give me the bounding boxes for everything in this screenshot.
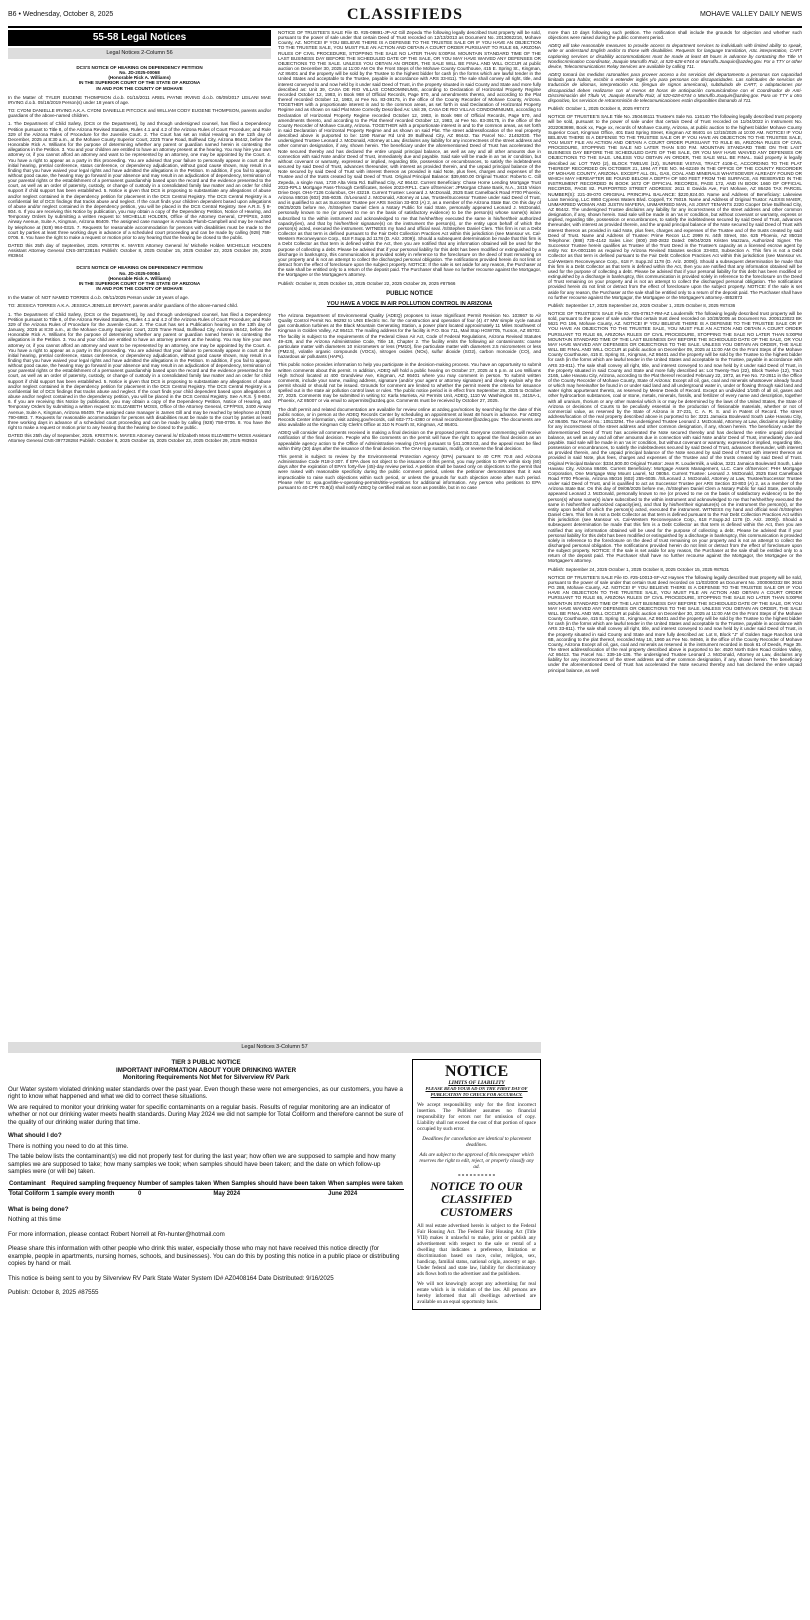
publish-dates: Publish: September 17, 2025 September 24, 2025 October 1, 2025 October 8, 2025 #87436 — [548, 302, 736, 308]
table-cell: May 2024 — [213, 1191, 241, 1197]
notice-signature: DATED this 25th day of September, 2025. KRISTIN K. MAYES Attorney General /s/ Michelle Holden MICHELLE HOLDEN Assistant Attorney General CNS-387238184 Publish: October 8, 2025 October 15, 2025 October 22, 2025 October 29, 2025 #83944 — [8, 243, 271, 259]
box-paragraph: We will not knowingly accept any advertising for real estate which is in violation of the law. All persons are hereby informed that all dwellings advertised are available on an equal opportunity basis. — [417, 1281, 536, 1305]
notice-body: 1. The Department of Child Safety, (DCS or the Department), by and through undersigned counsel, has filed a Dependency Petition pursuant to Title 8, of the Arizona Revised Statutes, Rules 4.1 and 4.2 of the Arizona Rules of Court Procedure; and Rule 329 of the Arizona Rules of Procedure for the Juvenile Court. 2. The Court has set a Publication hearing on the 13th day of January, 2026 at 8:30 a.m., at the Mohave County Superior Court, 2225 Trane Road, Bullhead City, Arizona 86442, before the Honorable Rick A. Williams for the purpose of determining whether any parent or guardian named herein is contesting the allegations in the Petition. 3. You and your child are entitled to have an attorney present at the hearing. You may hire your own attorney or, if you cannot afford an attorney and want to be represented by an attorney, one may be appointed by the Court. 4. You have a right to appear as a party in this proceeding. You are advised that your failure to personally appear in court at the initial hearing, pretrial conference, status conference, or dependency adjudication, without good cause shown, may result in a finding that you have waived your legal rights and have admitted the allegations in the Petition. In addition, if you fail to appear, without good cause, the hearing may go forward in your absence and may result in an adjudication of dependency, termination of your parental rights or the establishment of a permanent guardianship based upon the record and the evidence presented to the court, as well as an order of paternity, custody, or change of custody in a consolidated family law matter and an order for child support if child support has been established. 5. Notice is given that DCS is proposing to substantiate any allegations of abuse and/or neglect contained in the dependency petition for placement in the DCS Central Registry. The DCS Central Registry is a confidential list of DCS findings that tracks abuse and neglect. If the court finds your child dependent based upon allegations of abuse and/or neglect contained in the dependency petition, you will be placed in the DCS Central Registry. See A.R.S. § 8-804. 6. If you are receiving this Notice by publication, you may obtain a copy of the Dependency Petition, Notice of Hearing, and Temporary Orders by submitting a written request to: ELIZABETH MOSS, Office of the Attorney General, CFP/PSS, 2400 Airway Avenue, Suite A, Kingman, Arizona 86409. The assigned case manager is James Gill and may be reached by telephone at (928) 790-6983. 7. Requests for reasonable accommodation for persons with disabilities must be made to the court by parties at least three working days in advance of a scheduled court proceeding and can be made by calling (928) 758-0706. 8. You have the right to make a request or motion prior to any hearing that the hearing be closed to the public. — [8, 311, 271, 430]
section-heading: What is being done? — [8, 1205, 69, 1213]
judge-name: (Honorable Rick A. Williams) — [108, 75, 171, 81]
public-notice-paragraph: The Arizona Department of Environmental Quality (ADEQ) proposes to issue Significant Permit Revision No. 103667 to Air Quality Control Permit No. 96292 to UNS Electric Inc. for the construction and operation of four (4) 47 MW simple cycle natural gas combustion turbines at the Black Mountain Generating Station, a power plant located approximately 11 Miles Southwest of Kingman in Golden Valley, AZ 86413. The mailing address for the facility is P.O. Box 711, Mail Stop HGW705, Tucson, AZ 85702. The facility is subject to the requirements of the Federal Clean Air Act, Code of Federal Regulations, Arizona Revised Statutes 49-426, and the Arizona Administrative Code, Title 18, Chapter 2. The facility emits the following air contaminants: coarse particulate matter with diameters 10 micrometers or less (PM10), fine particulate matter with diameters 2.5 micrometers or less (PM2.5), volatile organic compounds (VOCs), nitrogen oxides (NOx), sulfur dioxide (SO2), carbon monoxide (CO), and hazardous air pollutants (HAPs). — [278, 312, 541, 360]
dcs-notice-2 — [8, 265, 271, 443]
table-header: Contaminant — [8, 1180, 50, 1190]
notice-title: TIER 3 PUBLIC NOTICE — [171, 1059, 241, 1066]
section-title: CLASSIFIEDS — [347, 6, 463, 23]
tier3-notice-section — [8, 1042, 541, 1612]
notice-subtitle: IMPORTANT INFORMATION ABOUT YOUR DRINKING WATER — [116, 1066, 297, 1074]
table-header: Required sampling frequency — [50, 1180, 137, 1190]
publish-dates: Publish: September 24, 2025 October 1, 2025 October 8, 2025 October 15, 2025 #87531 — [548, 566, 730, 572]
public-notice-paragraph: ADEQ will consider all comments received in making a final decision on the proposed permit. Everyone commenting will receive notification of the final decision. People who file comments on the permit will have the right to appeal the final decision as an appealable agency action to the Office of Administrative Hearing (OAH) pursuant to §41.1092.03, and the appeal must be filed within thirty (30) days after the issuance of the final decision. The OAH may sustain, modify, or reverse the final decision. — [278, 430, 541, 451]
section-subbanner: Legal Notices 3-Column 57 — [8, 1042, 541, 1053]
arrow-divider: » » » » » « « « « « — [458, 1172, 496, 1178]
liability-notice-box — [412, 1059, 541, 1310]
page-folio: B6 • Wednesday, October 8, 2025 — [8, 11, 114, 18]
notice-parties: In the Matter of: NOT NAMED TORRES d.o.b. 09/11/2025 Person under 18 years of age. — [8, 295, 189, 301]
box-subtitle: LIMITS OF LIABILITY — [448, 1080, 505, 1086]
public-notice-paragraph: This public notice provides information to help you participate in the decision-making process. You have an opportunity to submit written comments about this permit. In addition, ADEQ will hold a public hearing on October 27, 2025 at 5 p.m. at Leo Williams High School located at 400 Grandview Ave, Kingman, AZ 86401 where you may comment in person. To submit written comments, include your name, mailing address, signature (and/or your agent or attorney signature) and clearly explain why the permit should or should not be issued. Grounds for comment are limited to whether the permit meets the criteria for issuance spelled out in the state air pollution control laws or rules. The public notice period is in effect from September 26, 2025 to October 27, 2025. Comments may be submitted in writing to: Karla Murrieta, Air Permits Unit, ADEQ, 1110 W. Washington St., 3415A-1, Phoenix, AZ 85007 or via email to airpermits@azdeq.gov. Comments must be received by October 27, 2025. — [278, 362, 541, 404]
trustee-sale-notice: NOTICE OF TRUSTEE'S SALE Title No. 250446111 Trustee's Sale No. 116140 The following legally described trust property will be sold, pursuant to the power of sale under that certain Deed of Trust recorded on 11/04/2022 in Instrument No. 2022063698, Book xx, Page xx, records of Mohave County, Arizona, at public auction to the highest bidder Mohave County Superior Court, Kingman Office, 401 East Spring Street, Kingman AZ 86401 on 12/15/2025 at 10:00 AM. NOTICE! IF YOU BELIEVE THERE IS A DEFENSE TO THE TRUSTEE SALE OR IF YOU HAVE AN OBJECTION TO THE TRUSTEE SALE, YOU MUST FILE AN ACTION AND OBTAIN A COURT ORDER PURSUANT TO RULE 65, ARIZONA RULES OF CIVIL PROCEDURE, STOPPING THE SALE NO LATER THAN 5:00 P.M. MOUNTAIN STANDARD TIME ON THE LAST BUSINESS DAY BEFORE THE SCHEDULED DATE OF THE SALE, OR YOU MAY HAVE WAIVED ANY DEFENSES OR OBJECTIONS TO THE SALE. UNLESS YOU OBTAIN AN ORDER, THE SALE WILL BE FINAL. Said property is legally described as: LOT TWO (2), BLOCK TWELVE (12), SUNRISE VISTAS, TRACT 4108-C, ACCORDING TO THE PLAT THEREOF RECORDED ON OCTOBER 21, 1994 AT FEE NO. 94-62249 IN THE OFFICE OF THE COUNTY RECORDER OF MOHAVE COUNTY, ARIZONA. EXCEPT ALL OIL, GAS, COAL AND MINERALS WHATSOEVER ALREADY FOUND OR WHICH MAY HEREAFTER BE FOUND BELOW A DEPTH OF 500 FEET FROM THE SURFACE, AS RESERVED IN THE INSTRUMENT RECORDED IN BOOK 1672 OF OFFICIAL RECORDS, PAGE 172, AND IN BOOK 1660 OF OFFICIAL RECORDS, PAGE 82. PURPORTED STREET ADDRESS: 2611 E Davida Ave, Fort Mohave, AZ 86426 TAX PARCEL NUMBER(S): 221-39-070 ORIGINAL PRINCIPAL BALANCE: $220,924.00. Name and Address of Beneficiary: Lakeview Loan Servicing, LLC 8950 Cypress Waters Blvd. Coppell, TX 75019. Name and Address of Original Trustor: ALEXIS MAIER, UNMARRIED WOMAN AND JUSTIN MAFERA, UNMARRIED MAN, AS JOINT TENANTS 2220 Cooper Drive Bullhead City, AZ 86442. The undersigned Trustee disclaims any liability for any incorrectness of the street address and other common designation, if any, shown herein. Said sale will be made in an 'as is' condition, but without covenant or warranty, express or implied, regarding title, possession or encumbrances, to satisfy the indebtedness secured by said Deed of Trust, advances thereunder, with interest as provided therein, and the unpaid principal balance of the Note secured by said Deed of Trust with interest thereon as provided in said Note, plus fees, charges and expenses of the Trustee and of the trusts created by said Deed of Trust. Name and Address of Trustee: Prime Recon LLC 2999 N. 44th Street, Ste. 625 Phoenix, AZ 85018 Telephone: (888) 725-4142 Sales Line: (800) 280-2832 Dated: 09/04/2025 Kristen Mazzara, Authorized Signer. The Successor Trustee herein qualifies as Trustee of the Trust Deed in the Trustee's capacity as a licensed escrow agent by entity No: EA-0001166 as required by Arizona Revised Statutes section 33-803, Subsection A. This firm is not a Debt Collector as that term is defined pursuant to the Fair Debt Collection Practices Act within this jurisdiction (see Mansour vs. Cal-Western Reconveyance Corp., 618 F. Supp.2d 1178 (D. Ariz. 2009)). Should a subsequent determination be made that this firm is a Debt Collector as that term is defined within the Act, then you are notified that any information obtained will be used for the purpose of collecting a debt. Please be advised that if your personal liability for this debt has been modified or extinguished by a discharge in bankruptcy, this communication is provided solely in reference to the foreclosure on the Deed of Trust remaining on your property and is not an attempt to collect the discharged personal obligation. The notifications provided herein do not limit or detract from the effect of foreclosure upon the subject property. NOTICE: If the sale is set aside for any reason, the Purchaser at the sale shall be entitled only to a return of the deposit paid. The Purchaser shall have no further recourse against the Mortgagor, the Mortgagee or the Mortgagee's attorney.-4852873 — [548, 114, 802, 300]
box-paragraph: We accept responsibility only for the first incorrect insertion. The Publisher assumes no financial responsibility for errors nor for omission of copy. Liability shall not exceed the cost of that portion of space occupied by such error. — [417, 1102, 536, 1132]
table-cell: 0 — [138, 1191, 142, 1197]
notice-paragraph: Our Water system violated drinking water standards over the past year. Even though these were not emergencies, as our customers, you have a right to know what happened and what we did to correct these situations. — [8, 1085, 403, 1100]
newspaper-name: MOHAVE VALLEY DAILY NEWS — [699, 11, 802, 18]
table-cell: Total Coliform — [9, 1191, 50, 1197]
county-name: IN AND FOR THE COUNTY OF MOHAVE — [96, 286, 183, 292]
legal-notices-column-3 — [548, 30, 802, 1618]
public-notice-paragraph: This permit is subject to review by the Environmental Protection Agency (EPA) pursuant to 40 CFR 70.8 and Arizona Administrative Code R18-2-307. If EPA does not object to the issuance of this permit, you may petition to EPA within sixty (60) days after the expiration of EPA's forty-five (45)-day review period. A petition shall be based only on objections to the permit that were raised with reasonable specificity during the public comment period, unless the petitioner demonstrates that it was impracticable to raise such objections within such period, or unless the grounds for such objection arose after such period. Please refer to: epa.gov/title-v-operating-permits/title-v-petitions for additional information. Any person who petitions to EPA pursuant to 40 CFR 70.8(d) shall notify ADEQ by certified mail as soon as possible, but in no case — [278, 453, 541, 490]
county-name: IN AND FOR THE COUNTY OF MOHAVE — [96, 85, 183, 91]
dcs-notice-1 — [8, 65, 271, 258]
notice-parties: In the Matter of: TYLER EUGENE THOMPSON d.o.b. 01/15/2011 ARIEL PAYNE IRVING d.o.b. 05/09/2017 LEILANI MAE IRVING d.o.b. 05/16/2019 Person(s) under 18 years of age. — [8, 94, 271, 105]
case-number: No. JD-2025-00084 — [119, 270, 160, 276]
contact-info: For more information, please contact Robert Norrell at Rn-hunter@hotmail.com — [8, 1230, 225, 1238]
box-subtitle: PLEASE READ YOUR AD ON THE FIRST DAY OF PUBLICATION TO CHECK FOR ACCURACY. — [425, 1086, 528, 1097]
section-subbanner: Legal Notices 2-Column 56 — [8, 48, 271, 59]
notice-signature: DATED this 25th day of September, 2025. KRISTIN K. MAYES Attorney General /s/ Elizabeth Moss ELIZABETH MOSS Assistant Attorney General CNS-397728284 Publish: October 8, 2025 October 15, 2025 October 22, 2025 October 29, 2025 #83934 — [8, 433, 271, 444]
notice-paragraph: Nothing at this time — [8, 1216, 61, 1223]
notice-body: 1. The Department of Child Safety, (DCS or the Department), by and through undersigned counsel, has filed a Dependency Petition pursuant to Title 8, of the Arizona Revised Statutes, Rules 4.1 and 4.2 of the Arizona Rules of Court Procedure; and Rule 329 of the Arizona Rules of Procedure for the Juvenile Court. 2. The Court has set an Initial Hearing on the 11th day of December, 2025 at 8:30 a.m., at the Mohave County Superior Court, 2225 Trane Road, Bullhead City, Arizona 86442, before the Honorable Rick A. Williams for the purpose of determining whether any parent or guardian named herein is contesting the allegations in the Petition. 3. You and your children are entitled to have an attorney present at the hearing. You may hire your own attorney or, if you cannot afford an attorney and want to be represented by an attorney, one may be appointed by the Court. 4. You have a right to appear as a party in this proceeding. You are advised that your failure to personally appear in court at the initial hearing, pretrial conference, status conference, or dependency adjudication, without good cause shown, may result in a finding that you have waived your legal rights and have admitted the allegations in the Petition. In addition, if you fail to appear, without good cause, the hearing may go forward in your absence and may result in an adjudication of dependency, termination of your parental rights or the establishment of a permanent guardianship based upon the record and the evidence presented to the court, as well as an order of paternity, custody, or change of custody in a consolidated family law matter and an order for child support if child support has been established. 5. Notice is given that DCS is proposing to substantiate any allegations of abuse and/or neglect contained in the dependency petition for placement in the DCS Central Registry. The DCS Central Registry is a confidential list of DCS findings that tracks abuse and neglect. If the court finds your children dependent based upon allegations of abuse and/or neglect contained in the dependency petition, you will be placed in the DCS Central Registry. See A.R.S. § 8-804. 6. If you are receiving this Notice by publication, you may obtain a copy of the Dependency Petition, Notice of Hearing, and Temporary Orders by submitting a written request to: MICHELLE HOLDEN, Office of the Attorney General, CFP/PSS, 2400 Airway Avenue, Suite A, Kingman, Arizona 86409. The assigned case manager is Amanda Plumb-Campbell and may be reached by telephone at (928) 964-0315. 7. Requests for reasonable accommodation for persons with disabilities must be made to the court by parties at least three working days in advance of a scheduled court proceeding and can be made by calling (928) 758-0706. 8. You have the right to make a request or motion prior to any hearing that the hearing be closed to the public. — [8, 121, 271, 240]
table-row — [8, 1190, 404, 1200]
publish-dates: Publish: October 1, 2025 October 8, 2025 #87472 — [548, 106, 650, 112]
table-cell: June 2024 — [328, 1191, 358, 1197]
tier3-notice — [8, 1059, 412, 1310]
box-title: NOTICE TO OUR CLASSIFIED CUSTOMERS — [430, 1179, 523, 1219]
notice-title: DCS'S NOTICE OF HEARING ON DEPENDENCY PETITION — [76, 265, 203, 271]
table-header: When Samples should have been taken — [212, 1180, 327, 1190]
table-header: When samples were taken — [327, 1180, 404, 1190]
legal-notices-column-2 — [278, 30, 541, 1040]
notice-paragraph: There is nothing you need to do at this time. — [8, 1142, 129, 1150]
trustee-sale-notice: NOTICE OF TRUSTEE'S SALE File ID. #25-09891-JP-AZ Gill Zepeda The following legally described trust property will be sold, pursuant to the power of sale under that certain Deed of Trust recorded on 12/13/2013 as Document No. 2013062216, Mohave County, AZ. NOTICE! IF YOU BELIEVE THERE IS A DEFENSE TO THE TRUSTEE SALE OR IF YOU HAVE AN OBJECTION TO THE TRUSTEE SALE, YOU MUST FILE AN ACTION AND OBTAIN A COURT ORDER PURSUANT TO RULE 65, ARIZONA RULES OF CIVIL PROCEDURE, STOPPING THE SALE NO LATER THAN 5:00P.M. MOUNTAIN STANDARD TIME OF THE LAST BUSINESS DAY BEFORE THE SCHEDULED DATE OF THE SALE, OR YOU MAY HAVE WAIVED ANY DEFENSES OR OBJECTIONS TO THE SALE. UNLESS YOU OBTAIN AN ORDER, THE SALE WILL BE FINAL AND WILL OCCUR at public auction on December 30, 2025 at 11:00 AM On the Front Steps of the Mohave County Courthouse, 415 E. Spring St., Kingman, AZ 86401 and the property will be sold by the Trustee to the highest bidder for cash (in the forms which are lawful tender in the United States and acceptable to the Trustee, payable in accordance with ARS 33-811). The sale shall convey all right, title, and interest conveyed to and now held by it under said Deed of Trust, in the property situated in said County and State and more fully described as: Unit 39, CASA DE RIO VILLAS CONDOMINIUMS, according to Declaration of Horizontal Property Regime recorded October 12, 1983, in Book 968 of Official Records, Page 570, and amendments thereto, and according to the Plat thereof recorded October 12, 1983, at Fee No. 83-39175, in the office of the County Recorder of Mohave County, Arizona. TOGETHER with a proportionate interest in and to the common areas, as set forth in said Declaration of Horizontal Property Regime and as shown on said Plat More Correctly Described As: Unit 39, CASA DE RIO VILLAS CONDOMINIUMS, according to Declaration of Horizontal Property Regime recorded October 12, 1983, in Book 968 of Official Records, Page 570, and amendments thereto, and according to the Plat thereof recorded October 12, 1983, at Fee No. 83-39175, in the office of the County Recorder of Mohave County, Arizona. TOGETHER with a proportionate interest in and to the common areas, as set forth in said Declaration of Horizontal Property Regime and as shown on said Plat. The street address/location of the real property described above is purported to be: 1190 Ramar Rd Unit 39 Bullhead City, AZ 86442. Tax Parcel No.: 21452030. The undersigned Trustee Leonard J. McDonald, Attorney at Law, disclaims any liability for any incorrectness of the street address and other common designation, if any, shown herein. The beneficiary under the aforementioned Deed of Trust has accelerated the Note secured thereby and has declared the entire unpaid principal balance, as well as any and all other amounts due in connection with said Note and/or Deed of Trust, immediately due and payable. Said sale will be made in an 'as is' condition, but without covenant or warranty, expressed or implied, regarding title, possession or encumbrances, to satisfy the indebtedness secured by said Deed of Trust, advances thereunder, with interest as provided therein, and the unpaid principal balance of the Note secured by said Deed of Trust with interest thereon as provided in said Note, plus fees, charges and expenses of the Trustee and of the trusts created by said Deed of Trust. Original Principal Balance: $39,660.00 Original Trustor: Roberto C. Gill Zepeda, a single man, 1730 Alta Vista Rd. Bullhead City, AZ 86442. Current Beneficiary: Chase Home Lending Mortgage Trust 2023-RPL1 Mortgage Pass-Through Certificates, Series 2023-RPL1. Care of/Servicer: JPMorgan Chase Bank, N.A., 3415 Vision Drive Dept. OH4-7126 Columbus, OH 43219. Current Trustee: Leonard J. McDonald, 2525 East Camelback Road #700 Phoenix, Arizona 85016 (602) 255-6035. /S/Leonard J. McDonald, Attorney at Law, Trustee/Successor Trustee under said Deed of Trust, and is qualified to act as Successor Trustee per ARS Section 33-803 (A) 2, as a member of the Arizona State Bar. On this day of 09/25/2025 before me, /S/Stephen Daniel Clem a Notary Public for said State, personally appeared Leonard J. McDonald, personally known to me (or proved to me on the basis of satisfactory evidence) to be the person(s) whose name(s) is/are subscribed to the within instrument and acknowledged to me that he/she/they executed the same in his/her/their authorized capacity(ies), and that by his/her/their signature(s) on the instrument the person(s), or the entity upon behalf of which the person(s) acted, executed the instrument. WITNESS my hand and official seal. /S/Stephen Daniel Clem. This firm is not a Debt Collector as that term is defined pursuant to the Fair Debt Collection Practices Act within this jurisdiction (see Mansour vs. Cal-Western Reconveyance Corp., 618 F.Supp.2d 1178 (D. Ariz. 2009)). Should a subsequent determination be made that this firm is a Debt Collector as that term is defined within the Act, then you are notified that any information obtained will be used for the purpose of collecting a debt. Please be advised that if your personal liability for this debt has been modified or extinguished by a discharge in bankruptcy, this communication is provided solely in reference to the foreclosure on the deed of trust remaining on your property and is not an attempt to collect the discharged personal obligation. The notifications provided herein do not limit or detract from the effect of foreclosure upon the subject property. NOTICE: If the sale is set aside for any reason, the Purchaser at the sale shall be entitled only to a return of the deposit paid. The Purchaser shall have no further recourse against the Mortgagor, the Mortgagee or the Mortgagee's attorney. — [278, 30, 541, 278]
contaminant-table — [8, 1180, 404, 1200]
table-cell: 1 sample every month — [51, 1191, 115, 1197]
notice-to: TO: JESSICA TORRES A.K.A. JESSICA JENELLE BRYANT, parents and/or guardians of the above-named child. — [8, 303, 239, 309]
notice-to: TO: CYDNI DANIELLE IRVING A.K.A. CYDNI DANIELLE PITCOCK and WILLIAM CODY EUGENE THOMPSON, parents and/or guardians of the above-named children. — [8, 108, 271, 119]
legal-notices-column-1 — [8, 30, 271, 1040]
section-heading: What should I do? — [8, 1132, 62, 1139]
table-header: Number of samples taken — [137, 1180, 212, 1190]
judge-name: (Honorable Rick A. Williams) — [108, 275, 171, 281]
publish-dates: Publish: October 8, 2025 October 15, 2025 October 22, 2025 October 29, 2025 #87566 — [278, 280, 456, 286]
box-title: NOTICE — [445, 1063, 509, 1080]
sender-info: This notice is being sent to you by Silverview RV Park State Water System ID# AZ0408164 Date Distributed: 9/16/2025 — [8, 1274, 334, 1282]
table-header-row — [8, 1180, 404, 1190]
notice-paragraph: Please share this information with other people who drink this water, especially those who may not have received this notice directly (for example, people in apartments, nursing homes, schools, and businesses). You can do this by posting this notice in a public place or distributing copies by hand or mail. — [8, 1245, 400, 1267]
notice-paragraph: The table below lists the contaminant(s) we did not properly test for during the last year; how often we are supposed to sample and how many samples we are supposed to take; how many samples we took; when samples should have been taken; and the date on which follow-up samples were (or will be) taken. — [8, 1153, 396, 1175]
public-notice-paragraph: more than 10 days following such petition. The notification shall include the grounds for objection and whether such objections were raised during the public comment period. — [548, 30, 802, 41]
trustee-sale-notice: NOTICE OF TRUSTEE'S SALE File ID. #25-07917-RM-AZ Loudermilk The following legally described trust property will be sold, pursuant to the power of sale under that certain trust deed recorded on 10/28/2005 as Document No. 2005123023 BK 5621 PG 196, Mohave County, AZ. NOTICE! IF YOU BELIEVE THERE IS A DEFENSE TO THE TRUSTEE SALE OR IF YOU HAVE AN OBJECTION TO THE TRUSTEE SALE, YOU MUST FILE AN ACTION AND OBTAIN A COURT ORDER PURSUANT TO RULE 65, ARIZONA RULES OF CIVIL PROCEDURE, STOPPING THE SALE NO LATER THAN 5:00PM MOUNTAIN STANDARD TIME OF THE LAST BUSINESS DAY BEFORE THE SCHEDULED DATE OF THE SALE, OR YOU MAY HAVE WAIVED ANY DEFENSES OR OBJECTIONS TO THE SALE. UNLESS YOU OBTAIN AN ORDER, THE SALE WILL BE FINAL AND WILL OCCUR at public auction on December 09, 2025 at 11:00 AM On the Front Steps of the Mohave County Courthouse, 415 E. Spring St., Kingman, AZ 86401 and the property will be sold by the Trustee to the highest bidder for cash (in the forms which are lawful tender in the United States and acceptable to the Trustee, payable in accordance with ARS 33-811). The sale shall convey all right, title, and interest conveyed to and now held by it under said Deed of Trust, in the property situated in said County and State and more fully described as: Lot Twenty-Two (22), Block Twelve (12), Tract 2165, Lake Havasu City, Arizona, according to the Plat thereof recorded February 22, 1972, as Fee No. 72-2811 in the Office of the County Recorder of Mohave County, State of Arizona: Except all oil, gas, coal and minerals whatsoever already found or which may hereinafter be found in or under said land and all underground water in, under or flowing through said land and water rights appurtenant thereto, as reserved by Mesne Deeds of Record. Except an undivided 1/16th of all oil, gases and other hydrocarbon substances, coal or stone, metals, minerals, fossils, and fertilizer of every name and description, together with all uranium, thorium or any other material which is or may be determined by the laws of the United States, the State of Arizona or decisions of Courts to be peculiarly essential in the production of fissionable materials, whether or not of commercial value, as reserved by the State of Arizona in 37-231, C. A. R. S. and in Patent of Record. The street address/location of the real property described above is purported to be: 3221 Jamaica Boulevard South Lake Havasu City, AZ 86406. Tax Parcel No.: 10513294. The undersigned Trustee Leonard J. McDonald, Attorney at Law, disclaims any liability for any incorrectness of the street address and other common designation, if any, shown herein. The beneficiary under the aforementioned Deed of Trust has accelerated the Note secured thereby and has declared the entire unpaid principal balance, as well as any and all other amounts due in connection with said Note and/or Deed of Trust, immediately due and payable. Said sale will be made in an 'as is' condition, but without covenant or warranty, expressed or implied, regarding title, possession or encumbrances, to satisfy the indebtedness secured by said Deed of Trust, advances thereunder, with interest as provided therein, and the unpaid principal balance of the Note secured by said Deed of Trust with interest thereon as provided in said Note, plus fees, charges and expenses of the Trustee and of the trusts created by said Deed of Trust. Original Principal Balance: $334,500.00 Original Trustor: Jean R. Loudermilk, a widow, 3221 Jamaica Boulevard South, Lake Havasu City, Arizona 86406. Current Beneficiary: Mortgage Assets Management, LLC. Care of/Servicer: PHH Mortgage Corporation, One Mortgage Way Mount Laurel, NJ 08054. Current Trustee: Leonard J. McDonald, 2525 East Camelback Road #700 Phoenix, Arizona 85016 (602) 255-6035. /S/Leonard J. McDonald, Attorney at Law, Trustee/Successor Trustee under said Deed of Trust, and is qualified to act as Successor Trustee per ARS Section 33-803 (A) 2, as a member of the Arizona State Bar. On this day of 09/08/2025 before me, /S/Stephen Daniel Clem a Notary Public for said State, personally appeared Leonard J. McDonald, personally known to me (or proved to me on the basis of satisfactory evidence) to be the person(s) whose name(s) is/are subscribed to the within instrument and acknowledged to me that he/she/they executed the same in his/her/their authorized capacity(ies), and that by his/her/their signature(s) on the instrument the person(s), or the entity upon behalf of which the person(s) acted, executed the instrument. WITNESS my hand and official seal /S/Stephen Daniel Clem. This firm is not a Debt Collector as that term is defined pursuant to the Fair Debt Collection Practices Act within this jurisdiction (see Mansour vs. Cal-Western Reconveyance Corp., 618 F.Supp.2d 1178 (D. Ariz. 2009)). Should a subsequent determination be made that this firm is a Debt Collector as that term is defined within the Act, then you are notified that any information obtained will be used for the purpose of collecting a debt. Please be advised that if your personal liability for this debt has been modified or extinguished by a discharge in bankruptcy, this communication is provided solely in reference to the foreclosure on the deed of trust remaining on your property and is not an attempt to collect the discharged personal obligation. The notifications provided herein do not limit or detract from the effect of foreclosure upon the subject property. NOTICE: If the sale is set aside for any reason, the Purchaser at the sale shall be entitled only to a return of the deposit paid. The Purchaser shall have no further recourse against the Mortgagor, the Mortgagee or the Mortgagee's attorney. — [548, 310, 802, 564]
court-name: IN THE SUPERIOR COURT OF THE STATE OF ARIZONA — [78, 80, 201, 86]
court-name: IN THE SUPERIOR COURT OF THE STATE OF ARIZONA — [78, 280, 201, 286]
page-header — [8, 6, 802, 28]
box-paragraph: Ads are subject to the approval of this newspaper which reserves the right to edit, reject, or properly classify any ad. — [419, 1152, 534, 1170]
case-number: No. JD-2025-00068 — [119, 70, 160, 76]
notice-title: DCS'S NOTICE OF HEARING ON DEPENDENCY PETITION — [76, 65, 203, 70]
public-notice-paragraph: The draft permit and related documentation are available for review online at azdeq.gov/notices by searching for the date of this public notice, or in person at the ADEQ Records Center by scheduling an appointment at least 48 hours in advance. For ADEQ Records Center information, visit azdeq.gov/records, call 602-771-4380 or email recordscenter@azdeq.gov. The documents are also available at the Kingman City Clerk's Office at 310 N Fourth St, Kingman, AZ 86401. — [278, 406, 541, 428]
public-notice-heading: PUBLIC NOTICE — [386, 290, 433, 297]
trustee-sale-notice: NOTICE OF TRUSTEE'S SALE File ID. #25-10013-SF-AZ Haynes The following legally described trust property will be sold, pursuant to the power of sale under that certain trust deed recorded on 11/03/2000 as Document No. 2000060332 BK 3616 PG 288, Mohave County, AZ. NOTICE! IF YOU BELIEVE THERE IS A DEFENSE TO THE TRUSTEE SALE OR IF YOU HAVE AN OBJECTION TO THE TRUSTEE SALE, YOU MUST FILE AN ACTION AND OBTAIN A COURT ORDER PURSUANT TO RULE 65, ARIZONA RULES OF CIVIL PROCEDURE, STOPPING THE SALE NO LATER THAN 5:00PM MOUNTAIN STANDARD TIME OF THE LAST BUSINESS DAY BEFORE THE SCHEDULED DATE OF THE SALE, OR YOU MAY HAVE WAIVED ANY DEFENSES OR OBJECTIONS TO THE SALE. UNLESS YOU OBTAIN AN ORDER, THE SALE WILL BE FINAL AND WILL OCCUR at public auction on December 30, 2025 at 11:00 AM On the Front Steps of the Mohave County Courthouse, 415 E. Spring St., Kingman, AZ 86401 and the property will be sold by the Trustee to the highest bidder for cash (in the forms which are lawful tender in the United States and acceptable to the Trustee, payable in accordance with ARS 33-811). The sale shall convey all right, title, and interest conveyed to and now held by it under said Deed of Trust, in the property situated in said County and State and more fully described as: Lot 8, Block "J" of Golden Sage Ranchos Unit 6B, according to the plat thereof, recorded May 18, 1960 as Fee No. 94946, in the office of the County Recorder of Mohave County, Arizona Except all oil, gas, coal and minerals as reserved in the instrument recorded in Book 61 of Deeds, Page 35. The street address/location of the real property described above is purported to be: 4520 North Eden Road Golden Valley, AZ 86413. Tax Parcel No.: 339-16-136. The undersigned Trustee Leonard J. McDonald, Attorney at Law, disclaims any liability for any incorrectness of the street address and other common designation, if any, shown herein. The beneficiary under the aforementioned Deed of Trust has accelerated the Note secured thereby and has declared the entire unpaid principal balance, as well — [548, 574, 802, 673]
notice-subtitle: Monitoring Requirements Not Met for Silverview RV Park — [122, 1074, 290, 1081]
section-banner: 55-58 Legal Notices — [8, 30, 271, 46]
box-paragraph: All real estate advertised herein is subject to the Federal Fair Housing Act. The Federal Fair Housing Act (Title VIII) makes it unlawful to make, print or publish any advertisement with respect to the sale or rental of a dwelling that indicates a preference, limitation or discrimination based on race, color, religion, sex, handicap, familial status, national origin, ancestry or age. Under federal and state law, liability for discriminatory ads flows both to the advertiser and the publishers. — [417, 1223, 536, 1277]
public-notice-title: YOU HAVE A VOICE IN AIR POLLUTION CONTROL IN ARIZONA — [326, 300, 493, 307]
accessibility-notice-en: ADEQ will take reasonable measures to provide access to department services to individuals with limited ability to speak, write or understand English and/or to those with disabilities. Requests for language translation, ASL interpretation, CART captioning services or disability accommodations must be made at least 48 hours in advance by contacting the Title VI Nondiscrimination Coordinator, Joaquin Marruffo Ruiz, at 520-628-6744 or Marruffo.Joaquin@azdeq.gov. For a TTY or other device, Telecommunications Relay Services are available by calling 711. — [548, 43, 802, 69]
notice-paragraph: We are required to monitor your drinking water for specific contaminants on a regular basis. Results of regular monitoring are an indicator of whether or not our drinking water meets health standards. During May 2024 we did not sample for Total Coliform and therefore cannot be sure of the quality of our drinking water during that time. — [8, 1103, 404, 1126]
box-paragraph: Deadlines for cancellation are identical to placement deadlines. — [422, 1136, 531, 1148]
publish-dates: Publish: October 8, 2025 #87555 — [8, 1289, 99, 1296]
accessibility-notice-es: ADEQ tomará las medidas razonables para proveer acceso a los servicios del departamento a personas con capacidad limitada para hablar, escribir o entender inglés y/o para personas con discapacidades. Las solicitudes de servicios de traducción de idiomas, interpretación ASL (lengua de signos americana), subtitulado de CART, o adaptaciones por discapacidad deben realizarse con al menos 48 horas de anticipación comunicándose con el Coordinador de Anti-Discriminación del Título VI, Joaquin Marruffo Ruiz, al 520-628-6744 o Marruffo.Joaquin@azdeq.gov. Para un TTY u otro dispositivo, los servicios de retransmisión de telecomunicaciones están disponibles llamando al 711. — [548, 72, 802, 103]
